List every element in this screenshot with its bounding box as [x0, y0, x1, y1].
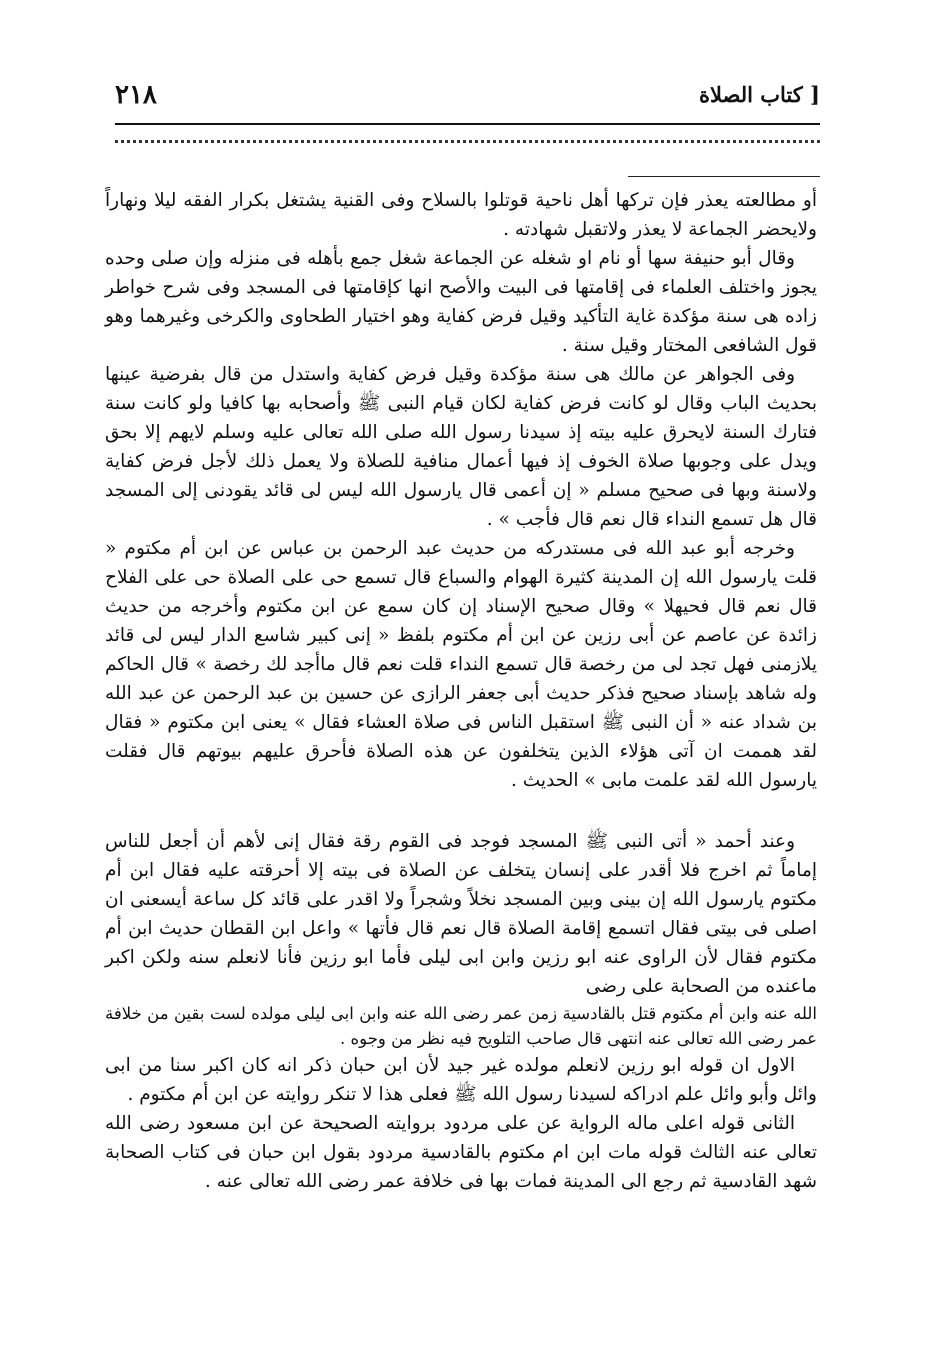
running-title: [ كتاب الصلاة	[698, 82, 820, 107]
paragraph: وعند أحمد « أتى النبى ﷺ المسجد فوجد فى القوم رقة فقال إنى لأهم أن أجعل للناس إماماً ثم اخرج فلا أقدر على إنسان يتخلف عن الصلاة فى بيته إلا أحرقته عليه فقال ابن أم مكتوم يارسول الله إن بينى وبين المسجد نخلاً وشجراً ولا اقدر على قائد كل ساعة أيسعنى ان اصلى فى بيتى فقال اتسمع إقامة الصلاة قال نعم قال فأتها » واعل ابن القطان حديث ابن أم مكتوم فقال لأن الراوى عنه ابو رزين وابن ابى ليلى فأما ابو رزين فأنا لانعلم سنه ولكن اكبر ماعنده من الصحابة على رضى	[105, 831, 817, 997]
paragraph: الثانى قوله اعلى ماله الرواية عن على مردود بروايته الصحيحة عن ابن مسعود رضى الله تعالى عنه الثالث قوله مات ابن ام مكتوم بالقادسية مردود بقول ابن حبان فى كتاب الصحابة شهد القادسية ثم رجع الى المدينة فمات بها فى خلافة عمر رضى الله تعالى عنه .	[105, 1113, 817, 1192]
paragraph: أو مطالعته يعذر فإن تركها أهل ناحية قوتلوا بالسلاح وفى القنية يشتغل بكرار الفقه ليلا ونهاراً ولايحضر الجماعة لا يعذر ولاتقبل شهادته .	[105, 190, 817, 240]
main-text	[105, 186, 817, 1196]
paragraph: وخرجه أبو عبد الله فى مستدركه من حديث عبد الرحمن بن عباس عن ابن أم مكتوم « قلت يارسول الله إن المدينة كثيرة الهوام والسباع قال تسمع حى على الصلاة حى على الفلاح قال نعم قال فحيهلا » وقال صحيح الإسناد إن كان سمع عن ابن مكتوم وأخرجه من حديث زائدة عن عاصم عن أبى رزين عن ابن أم مكتوم بلفظ « إنى كبير شاسع الدار ليس لى قائد يلازمنى فهل تجد لى من رخصة قال تسمع النداء قلت نعم قال ماأجد لك رخصة » قال الحاكم وله شاهد بإسناد صحيح فذكر حديث أبى جعفر الرازى عن حسين بن عبد الرحمن عن عبد الله بن شداد عنه « أن النبى ﷺ استقبل الناس فى صلاة العشاء فقال » يعنى ابن مكتوم « فقال لقد هممت ان آتى هؤلاء الذين يتخلفون عن هذه الصلاة فأحرق عليهم بيوتهم قال فقلت يارسول الله لقد علمت مابى » الحديث .	[105, 538, 817, 791]
header-rule	[115, 123, 820, 125]
paragraph-gap	[105, 795, 817, 827]
page-header	[115, 80, 820, 116]
paragraph: الله عنه وابن أم مكتوم قتل بالقادسية زمن عمر رضى الله عنه وابن ابى ليلى مولده لست بقين من خلافة عمر رضى الله تعالى عنه انتهى قال صاحب التلويح فيه نظر من وجوه .	[105, 1004, 817, 1048]
paragraph: وقال أبو حنيفة سها أو نام او شغله عن الجماعة شغل جمع بأهله فى منزله وإن صلى وحده يجوز واختلف العلماء فى إقامتها فى البيت والأصح انها كإقامتها فى المسجد وفى شرح خواطر زاده هى سنة مؤكدة غاية التأكيد وقيل فرض كفاية وهو اختيار الطحاوى والكرخى وغيرهما وهو قول الشافعى المختار وقيل سنة .	[105, 248, 817, 356]
paragraph: الاول ان قوله ابو رزين لانعلم مولده غير جيد لأن ابن حبان ذكر انه كان اكبر سنا من ابى وائل وأبو وائل علم ادراكه لسيدنا رسول الله ﷺ فعلى هذا لا تنكر روايته عن ابن أم مكتوم .	[105, 1055, 817, 1105]
page-number: ٢١٨	[115, 80, 157, 110]
dotted-separator	[115, 140, 820, 151]
continuation-rule	[628, 176, 820, 177]
paragraph: وفى الجواهر عن مالك هى سنة مؤكدة وقيل فرض كفاية واستدل من قال بفرضية عينها بحديث الباب وقال لو كانت فرض كفاية لكان قيام النبى ﷺ وأصحابه بها كافيا ولو كانت سنة فتارك السنة لايحرق عليه بيته إذ سيدنا رسول الله صلى الله تعالى عليه وسلم لايهم إلا بحق ويدل على وجوبها صلاة الخوف إذ فيها أعمال منافية للصلاة ولا يعمل ذلك لأجل فرض كفاية ولاسنة وبها فى صحيح مسلم « إن أعمى قال يارسول الله ليس لى قائد يقودنى إلى المسجد قال هل تسمع النداء قال نعم قال فأجب » .	[105, 364, 817, 530]
